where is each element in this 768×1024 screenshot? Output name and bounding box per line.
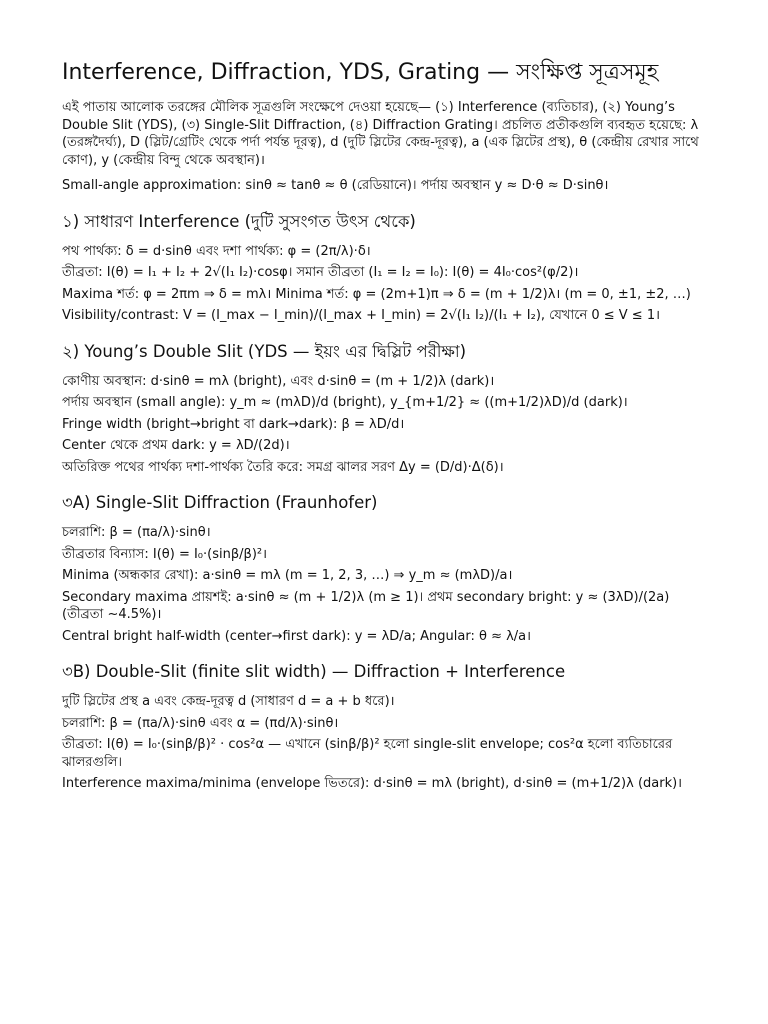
section-3a-heading: ৩A) Single-Slit Diffraction (Fraunhofer) [62,493,378,512]
section-2-line: Center থেকে প্রথম dark: y = λD/(2d)। [62,438,290,453]
section-1-heading: ১) সাধারণ Interference (দুটি সুসংগত উৎস থেকে) [62,211,416,231]
section-3a-line: Secondary maxima প্রায়শই: a·sinθ ≈ (m + 1/2)λ (m ≥ 1)। প্রথম secondary bright: y ≈ (3λD)/(2a) (তীব্রতা ~4.5%)। [62,589,670,622]
section-3b-line: দুটি স্লিটের প্রস্থ a এবং কেন্দ্র-দূরত্ব d (সাধারণ d = a + b ধরে)। [62,694,395,709]
section-3b-heading: ৩B) Double-Slit (finite slit width) — Diffraction + Interference [62,662,566,681]
section-2-line: Fringe width (bright→bright বা dark→dark): β = λD/d। [62,416,405,432]
section-2-line: পর্দায় অবস্থান (small angle): y_m ≈ (mλD)/d (bright), y_{m+1/2} ≈ ((m+1/2)λD)/d (dark)। [62,395,628,410]
section-3b-line: তীব্রতা: I(θ) = I₀·(sinβ/β)² · cos²α — এখানে (sinβ/β)² হলো single-slit envelope; cos²α হলো ব্যতিচারের ঝালরগুলি। [62,737,673,770]
section-1-line: Visibility/contrast: V = (I_max − I_min)/(I_max + I_min) = 2√(I₁ I₂)/(I₁ + I₂), যেখানে 0 ≤ V ≤ 1। [62,308,661,323]
section-1-line: Maxima শর্ত: φ = 2πm ⇒ δ = mλ। Minima শর্ত: φ = (2m+1)π ⇒ δ = (m + 1/2)λ। (m = 0, ±1, ±2, …) [62,286,691,302]
section-3a-line: Minima (অন্ধকার রেখা): a·sinθ = mλ (m = 1, 2, 3, …) ⇒ y_m ≈ (mλD)/a। [62,568,513,583]
section-1-line: পথ পার্থক্য: δ = d·sinθ এবং দশা পার্থক্য: φ = (2π/λ)·δ। [62,243,371,259]
section-2-line: কোণীয় অবস্থান: d·sinθ = mλ (bright), এবং d·sinθ = (m + 1/2)λ (dark)। [62,373,495,389]
section-2-heading: ২) Young’s Double Slit (YDS — ইয়ং এর দ্বিস্লিট পরীক্ষা) [62,341,467,361]
section-3a-line: চলরাশি: β = (πa/λ)·sinθ। [62,525,211,540]
section-3b-line: চলরাশি: β = (πa/λ)·sinθ এবং α = (πd/λ)·sinθ। [62,715,339,731]
intro-paragraph: এই পাতায় আলোক তরঙ্গের মৌলিক সূত্রগুলি সংক্ষেপে দেওয়া হয়েছে— (১) Interference (ব্যতিচার), (২) Young’s Double Slit (YDS), (৩) Single-Slit Diffraction, (৪) Diffraction Grating। প্রচলিত প্রতীকগুলি ব্যবহৃত হয়েছে: λ (তরঙ্গদৈর্ঘ্য), D (স্লিট/গ্রেটিং থেকে পর্দা পর্যন্ত দূরত্ব), d (দুটি স্লিটের কেন্দ্র-দূরত্ব), a (এক স্লিটের প্রস্থ), θ (কেন্দ্রীয় রেখার সাথে কোণ), y (কেন্দ্রীয় বিন্দু থেকে অবস্থান)। [62,100,699,168]
section-1-line: তীব্রতা: I(θ) = I₁ + I₂ + 2√(I₁ I₂)·cosφ। সমান তীব্রতা (I₁ = I₂ = I₀): I(θ) = 4I₀·cos²(φ/2)। [62,265,579,280]
section-3b-line: Interference maxima/minima (envelope ভিতরে): d·sinθ = mλ (bright), d·sinθ = (m+1/2)λ (dark)। [62,776,683,791]
page-title: Interference, Diffraction, YDS, Grating — সংক্ষিপ্ত সূত্রসমূহ [62,60,659,85]
section-3a-line: তীব্রতার বিন্যাস: I(θ) = I₀·(sinβ/β)²। [62,546,268,562]
small-angle-note: Small-angle approximation: sinθ ≈ tanθ ≈ θ (রেডিয়ানে)। পর্দায় অবস্থান y ≈ D·θ ≈ D·sinθ। [62,178,609,193]
section-3a-line: Central bright half-width (center→first dark): y = λD/a; Angular: θ ≈ λ/a। [62,628,532,644]
section-2-line: অতিরিক্ত পথের পার্থক্য দশা-পার্থক্য তৈরি করে: সমগ্র ঝালর সরণ Δy = (D/d)·Δ(δ)। [62,459,504,475]
